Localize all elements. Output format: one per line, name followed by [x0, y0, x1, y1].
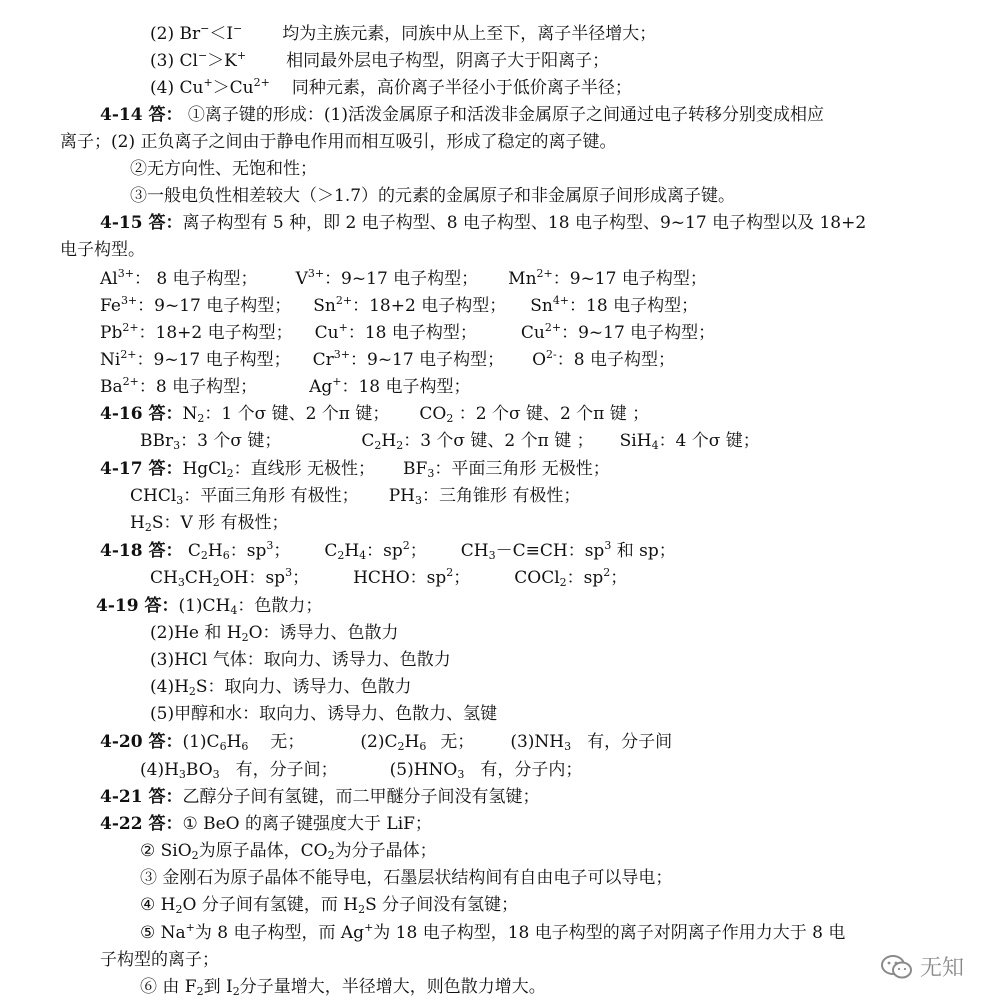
question-label: 4-20 答： — [100, 732, 183, 752]
subscript: 2 — [396, 439, 404, 452]
text-segment: CH — [460, 541, 489, 561]
text-segment: (2) Br — [150, 24, 201, 44]
text-segment: SiH — [619, 431, 652, 451]
subscript: 3 — [564, 740, 572, 753]
text-segment: ：色散力； — [237, 596, 323, 616]
question-label: 4-18 答： — [100, 541, 183, 561]
text-segment: Pb — [100, 323, 123, 343]
subscript: 3 — [212, 768, 220, 781]
text-segment: ：9~17 电子构型； — [324, 269, 479, 289]
text-line — [100, 811, 432, 838]
text-segment: C — [324, 541, 338, 561]
text-segment: 离子构型有 5 种，即 2 电子构型、8 电子构型、18 电子构型、9~17 电子构型以及 18+2 — [182, 213, 867, 233]
text-segment: ③一般电负性相差较大（＞1.7）的元素的金属原子和非金属原子间形成离子键。 — [130, 186, 736, 206]
subscript: 2 — [144, 521, 152, 534]
superscript: 2+ — [544, 321, 562, 334]
text-segment: (5)HNO — [389, 760, 458, 780]
text-line — [130, 156, 317, 183]
text-segment: (4) Cu — [150, 78, 204, 98]
text-segment: C — [182, 541, 201, 561]
text-line — [140, 428, 760, 455]
subscript: 6 — [222, 549, 230, 562]
text-segment: ：9~17 电子构型； — [137, 296, 292, 316]
text-line — [100, 538, 676, 565]
subscript: 4 — [651, 439, 659, 452]
text-segment: 相同最外层电子构型，阴离子大于阳离子； — [286, 51, 610, 71]
text-segment: Fe — [100, 296, 121, 316]
subscript: 6 — [241, 740, 249, 753]
text-segment: PH — [388, 486, 415, 506]
text-segment: 有，分子间 — [587, 732, 673, 752]
text-segment: C — [361, 431, 375, 451]
text-segment: ：2 个σ 键、2 个π 键 ； — [453, 404, 650, 424]
text-segment: BF — [403, 459, 428, 479]
text-line — [100, 456, 610, 483]
text-segment: (5)甲醇和水：取向力、诱导力、色散力、氢键 — [150, 704, 498, 724]
text-segment: HCHO：sp — [353, 568, 447, 588]
subscript: 2 — [559, 576, 567, 589]
text-segment: ：9~17 电子构型； — [561, 323, 716, 343]
superscript: − — [200, 22, 210, 35]
watermark-text: 无知 — [919, 956, 964, 981]
text-segment: 到 I — [203, 977, 233, 997]
text-segment: H — [344, 541, 360, 561]
subscript: 2 — [191, 849, 199, 862]
text-segment: Al — [100, 269, 118, 289]
superscript: + — [203, 76, 213, 89]
text-segment: 同种元素，高价离子半径小于低价离子半径； — [291, 78, 632, 98]
text-segment: Ni — [100, 350, 121, 370]
text-segment: ：1 个σ 键、2 个π 键； — [204, 404, 390, 424]
text-segment: ：18 电子构型； — [569, 296, 699, 316]
text-segment: 乙醇分子间有氢键，而二甲醚分子间没有氢键； — [182, 787, 540, 807]
text-segment: V — [295, 269, 308, 289]
text-segment: CHCl — [130, 486, 177, 506]
superscript: 3+ — [117, 267, 134, 280]
text-segment: (4)H — [140, 760, 179, 780]
text-segment: (1)C — [182, 732, 220, 752]
text-segment: S：V 形 有极性； — [151, 513, 289, 533]
superscript: 3 — [285, 566, 293, 579]
superscript: 3 — [266, 539, 274, 552]
text-segment: ：18+2 电子构型； — [352, 296, 507, 316]
subscript: 3 — [178, 768, 186, 781]
subscript: 4 — [359, 549, 367, 562]
text-segment: COCl — [514, 568, 560, 588]
question-label: 4-19 答： — [96, 596, 179, 616]
text-segment: ：8 电子构型； — [556, 350, 675, 370]
text-segment: ：sp — [566, 568, 604, 588]
text-segment: ＞Cu — [212, 78, 254, 98]
text-segment: Cu — [314, 323, 339, 343]
subscript: 3 — [427, 467, 435, 480]
superscript: + — [338, 321, 348, 334]
text-segment: ②无方向性、无饱和性； — [130, 159, 317, 179]
superscript: 3+ — [333, 348, 350, 361]
superscript: 2- — [546, 348, 557, 361]
text-segment: ：3 个σ 键、2 个π 键 ； — [403, 431, 594, 451]
subscript: 4 — [230, 604, 238, 617]
subscript: 2 — [212, 576, 220, 589]
text-segment: CH — [184, 568, 213, 588]
text-line — [130, 183, 735, 210]
text-segment: BO — [185, 760, 213, 780]
text-line — [150, 565, 627, 592]
text-segment: O — [532, 350, 547, 370]
text-line — [150, 674, 412, 701]
subscript: 3 — [173, 439, 181, 452]
text-segment: HgCl — [182, 459, 227, 479]
text-segment: ：18+2 电子构型； — [138, 323, 293, 343]
text-segment: 子构型的离子； — [100, 950, 219, 970]
text-segment: ：sp — [366, 541, 403, 561]
superscript: + — [364, 921, 374, 934]
text-segment: ③ 金刚石为原子晶体不能导电，石墨层状结构间有自由电子可以导电； — [140, 868, 673, 888]
text-segment: S：取向力、诱导力、色散力 — [195, 677, 412, 697]
text-line — [150, 620, 399, 647]
text-segment: －C≡CH：sp — [495, 541, 605, 561]
subscript: 2 — [226, 467, 234, 480]
watermark — [880, 951, 964, 982]
superscript: 2 — [402, 539, 410, 552]
text-segment: ：3 个σ 键； — [180, 431, 282, 451]
text-segment: ⑥ 由 F — [140, 977, 197, 997]
wechat-icon — [880, 954, 914, 980]
text-segment: 均为主族元素，同族中从上至下，离子半径增大； — [282, 24, 657, 44]
text-segment: ； — [453, 568, 471, 588]
text-line — [100, 947, 219, 974]
text-segment: CH — [150, 568, 178, 588]
text-segment: ； — [292, 568, 310, 588]
text-segment: 无； — [440, 732, 475, 752]
text-segment: ④ H — [140, 895, 176, 915]
text-line — [140, 974, 546, 1001]
superscript: 2 — [446, 566, 454, 579]
question-label: 4-21 答： — [100, 787, 183, 807]
text-line — [150, 647, 451, 674]
superscript: 2+ — [536, 267, 553, 280]
text-segment: ； — [610, 568, 628, 588]
text-segment: (2)He 和 H — [150, 623, 242, 643]
text-segment: O：诱导力、色散力 — [248, 623, 399, 643]
text-line — [100, 729, 672, 756]
text-line — [150, 701, 497, 728]
superscript: 3+ — [307, 267, 325, 280]
subscript: 2 — [374, 439, 382, 452]
subscript: 2 — [232, 985, 240, 998]
subscript: 2 — [188, 685, 196, 698]
text-segment: (4)H — [150, 677, 189, 697]
text-line — [60, 129, 616, 156]
text-line — [100, 784, 539, 811]
superscript: 3+ — [120, 294, 138, 307]
text-line — [100, 293, 698, 320]
superscript: 4+ — [552, 294, 570, 307]
text-segment: 离子；(2) 正负离子之间由于静电作用而相互吸引，形成了稳定的离子键。 — [60, 132, 617, 152]
text-segment: ⑤ Na — [140, 923, 186, 943]
text-segment: ：sp — [229, 541, 267, 561]
subscript: 2 — [241, 631, 249, 644]
superscript: 2+ — [253, 76, 270, 89]
text-segment: 无； — [270, 732, 305, 752]
text-segment: Sn — [530, 296, 553, 316]
text-line — [100, 347, 675, 374]
subscript: 2 — [337, 549, 345, 562]
subscript: 2 — [397, 740, 405, 753]
text-segment: BBr — [140, 431, 174, 451]
text-segment: ：18 电子构型； — [341, 377, 471, 397]
superscript: + — [236, 49, 247, 62]
text-line — [140, 757, 582, 784]
superscript: 3 — [604, 539, 612, 552]
subscript: 3 — [176, 494, 184, 507]
text-segment: ：9~17 电子构型； — [552, 269, 707, 289]
subscript: 2 — [196, 985, 204, 998]
text-segment: ：9~17 电子构型； — [136, 350, 291, 370]
subscript: 6 — [419, 740, 427, 753]
text-segment: (3)NH — [510, 732, 565, 752]
text-line — [60, 237, 145, 264]
text-line — [100, 266, 707, 293]
text-segment: ：平面三角形 有极性； — [183, 486, 359, 506]
text-segment: Mn — [508, 269, 537, 289]
text-segment: (3) Cl — [150, 51, 198, 71]
subscript: 6 — [219, 740, 227, 753]
text-segment: ② SiO — [140, 841, 192, 861]
question-label: 4-14 答： — [100, 105, 183, 125]
text-segment: ：平面三角形 无极性； — [434, 459, 610, 479]
text-segment: 为 18 电子构型，18 电子构型的离子对阴离子作用力大于 8 电 — [373, 923, 846, 943]
text-line — [130, 483, 580, 510]
subscript: 3 — [457, 768, 465, 781]
text-line — [100, 102, 824, 129]
text-line — [150, 48, 609, 75]
text-segment: (3)HCl 气体：取向力、诱导力、色散力 — [150, 650, 451, 670]
text-segment: N — [182, 404, 198, 424]
text-segment: ＞K — [207, 51, 237, 71]
text-segment: CO — [419, 404, 447, 424]
text-segment: H — [207, 541, 223, 561]
text-segment: ：8 电子构型； — [138, 377, 258, 397]
text-segment: H — [226, 732, 242, 752]
text-segment: S 分子间没有氢键； — [365, 895, 519, 915]
subscript: 2 — [197, 412, 205, 425]
subscript: 3 — [414, 494, 422, 507]
text-line — [150, 75, 632, 102]
text-line — [140, 920, 845, 947]
superscript: − — [233, 22, 243, 35]
text-segment: (2)C — [360, 732, 398, 752]
subscript: 3 — [488, 549, 496, 562]
superscript: 2+ — [122, 321, 139, 334]
text-line — [150, 21, 656, 48]
text-segment: Cr — [312, 350, 334, 370]
text-line — [140, 838, 437, 865]
question-label: 4-17 答： — [100, 459, 183, 479]
text-line — [100, 401, 649, 428]
text-segment: ① BeO 的离子键强度大于 LiF； — [182, 814, 432, 834]
text-segment: 电子构型。 — [60, 240, 145, 260]
text-segment: ：三角锥形 有极性； — [421, 486, 581, 506]
text-segment: ：9~17 电子构型； — [350, 350, 505, 370]
question-label: 4-16 答： — [100, 404, 183, 424]
question-label: 4-15 答： — [100, 213, 183, 233]
superscript: 2+ — [120, 348, 137, 361]
subscript: 2 — [327, 849, 335, 862]
text-line — [100, 210, 866, 237]
text-line — [100, 374, 471, 401]
text-segment: 有，分子内； — [480, 760, 583, 780]
text-segment: ：4 个σ 键； — [658, 431, 760, 451]
subscript: 2 — [446, 412, 454, 425]
superscript: + — [185, 921, 195, 934]
text-line — [130, 510, 289, 537]
text-segment: O 分子间有氢键，而 H — [182, 895, 359, 915]
subscript: 2 — [200, 549, 208, 562]
subscript: 2 — [358, 903, 366, 916]
text-segment: 为原子晶体，CO — [198, 841, 328, 861]
text-segment: Sn — [313, 296, 336, 316]
text-segment: 和 sp； — [611, 541, 676, 561]
text-segment: 为分子晶体； — [334, 841, 437, 861]
text-segment: ：直线形 无极性； — [233, 459, 376, 479]
text-line — [140, 865, 672, 892]
text-segment: (1)CH — [178, 596, 231, 616]
superscript: − — [197, 49, 208, 62]
question-label: 4-22 答： — [100, 814, 183, 834]
text-segment: ①离子键的形成：(1)活泼金属原子和活泼非金属原子之间通过电子转移分别变成相应 — [182, 105, 824, 125]
subscript: 3 — [177, 576, 185, 589]
text-segment: Ag — [309, 377, 333, 397]
superscript: 2+ — [335, 294, 353, 307]
superscript: 2+ — [122, 375, 139, 388]
subscript: 2 — [175, 903, 183, 916]
text-segment: OH：sp — [219, 568, 286, 588]
text-segment: 分子量增大，半径增大，则色散力增大。 — [239, 977, 546, 997]
superscript: + — [332, 375, 342, 388]
text-line — [140, 892, 518, 919]
text-segment: ： 8 电子构型； — [133, 269, 258, 289]
text-segment: ； — [273, 541, 291, 561]
superscript: 2 — [603, 566, 611, 579]
text-segment: 有，分子间； — [235, 760, 338, 780]
text-segment: ； — [409, 541, 427, 561]
text-segment: H — [130, 513, 145, 533]
text-segment: H — [404, 732, 420, 752]
text-line — [96, 593, 322, 620]
text-line — [100, 320, 715, 347]
text-segment: ＜I — [209, 24, 234, 44]
text-segment: Ba — [100, 377, 123, 397]
text-segment: ：18 电子构型； — [347, 323, 477, 343]
text-segment: Cu — [520, 323, 545, 343]
text-segment: H — [381, 431, 397, 451]
text-segment: 为 8 电子构型，而 Ag — [194, 923, 365, 943]
